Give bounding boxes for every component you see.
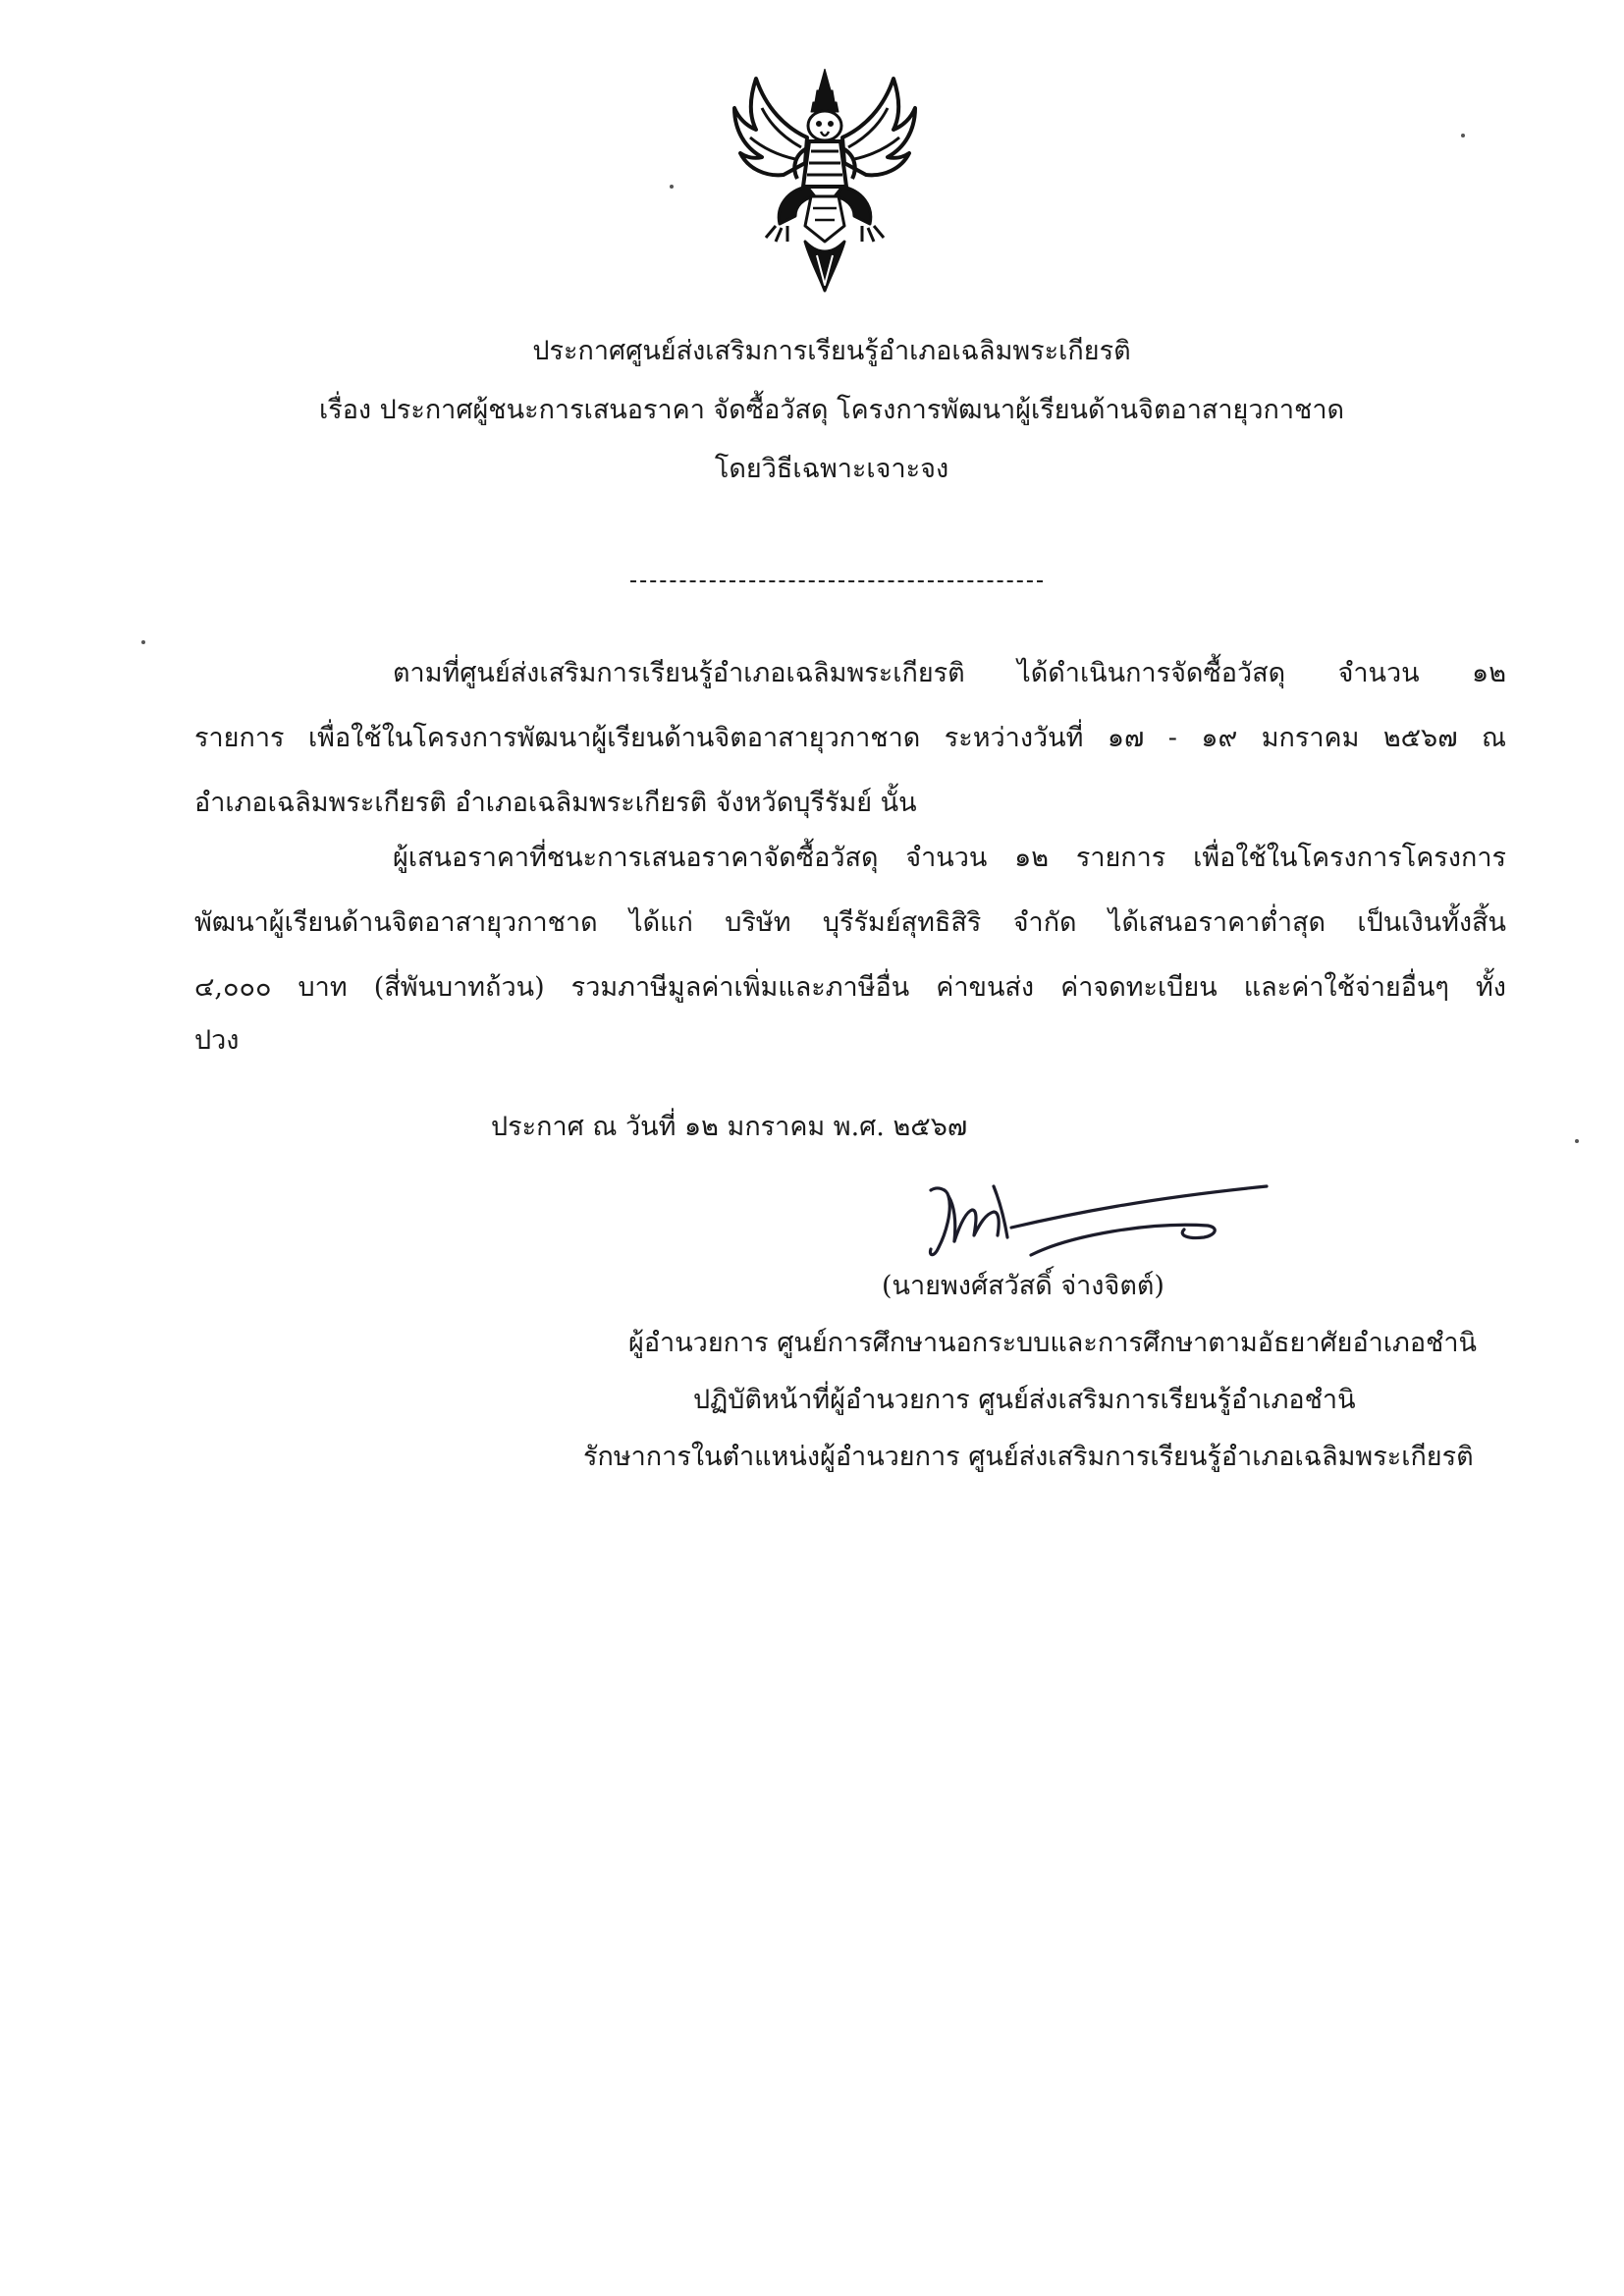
- body-text-line: พัฒนาผู้เรียนด้านจิตอาสายุวกาชาด ได้แก่ บริษัท บุรีรัมย์สุทธิสิริ จำกัด ได้เสนอราคาต่ำสุด เป็นเงินทั้งสิ้น: [194, 907, 1506, 938]
- handwritten-signature-icon: [913, 1167, 1276, 1275]
- scan-speck: [1575, 1139, 1579, 1143]
- header-divider: [630, 580, 1043, 582]
- body-text-line: ปวง: [194, 1025, 240, 1056]
- body-text-line: รายการ เพื่อใช้ในโครงการพัฒนาผู้เรียนด้านจิตอาสายุวกาชาด ระหว่างวันที่ ๑๗ - ๑๙ มกราคม ๒๕๖๗ ณ: [194, 723, 1506, 753]
- procurement-method: โดยวิธีเฉพาะเจาะจง: [714, 454, 949, 484]
- signatory-acting-position: ปฏิบัติหน้าที่ผู้อำนวยการ ศูนย์ส่งเสริมการเรียนรู้อำเภอชำนิ: [693, 1385, 1356, 1415]
- signatory-caretaker-position: รักษาการในตำแหน่งผู้อำนวยการ ศูนย์ส่งเสริมการเรียนรู้อำเภอเฉลิมพระเกียรติ: [583, 1442, 1474, 1472]
- scan-speck: [1461, 134, 1465, 137]
- signatory-position: ผู้อำนวยการ ศูนย์การศึกษานอกระบบและการศึกษาตามอัธยาศัยอำเภอชำนิ: [628, 1328, 1477, 1358]
- announcement-subject: เรื่อง ประกาศผู้ชนะการเสนอราคา จัดซื้อวัสดุ โครงการพัฒนาผู้เรียนด้านจิตอาสายุวกาชาด: [318, 395, 1345, 425]
- signatory-name: (นายพงศ์สวัสดิ์ จ่างจิตต์): [882, 1271, 1164, 1301]
- announcement-date: ประกาศ ณ วันที่ ๑๒ มกราคม พ.ศ. ๒๕๖๗: [491, 1112, 968, 1142]
- garuda-emblem-icon: [727, 69, 923, 295]
- body-text-line: ผู้เสนอราคาที่ชนะการเสนอราคาจัดซื้อวัสดุ จำนวน ๑๒ รายการ เพื่อใช้ในโครงการโครงการ: [393, 843, 1506, 873]
- scan-speck: [141, 640, 145, 644]
- announcement-title: ประกาศศูนย์ส่งเสริมการเรียนรู้อำเภอเฉลิมพระเกียรติ: [532, 336, 1131, 366]
- body-text-line: ตามที่ศูนย์ส่งเสริมการเรียนรู้อำเภอเฉลิมพระเกียรติ ได้ดำเนินการจัดซื้อวัสดุ จำนวน ๑๒: [393, 658, 1506, 688]
- scan-speck: [670, 185, 674, 189]
- body-text-line: อำเภอเฉลิมพระเกียรติ อำเภอเฉลิมพระเกียรติ จังหวัดบุรีรัมย์ นั้น: [194, 788, 917, 818]
- body-text-line: ๔,๐๐๐ บาท (สี่พันบาทถ้วน) รวมภาษีมูลค่าเพิ่มและภาษีอื่น ค่าขนส่ง ค่าจดทะเบียน และค่าใช้จ่ายอื่นๆ ทั้ง: [194, 972, 1506, 1003]
